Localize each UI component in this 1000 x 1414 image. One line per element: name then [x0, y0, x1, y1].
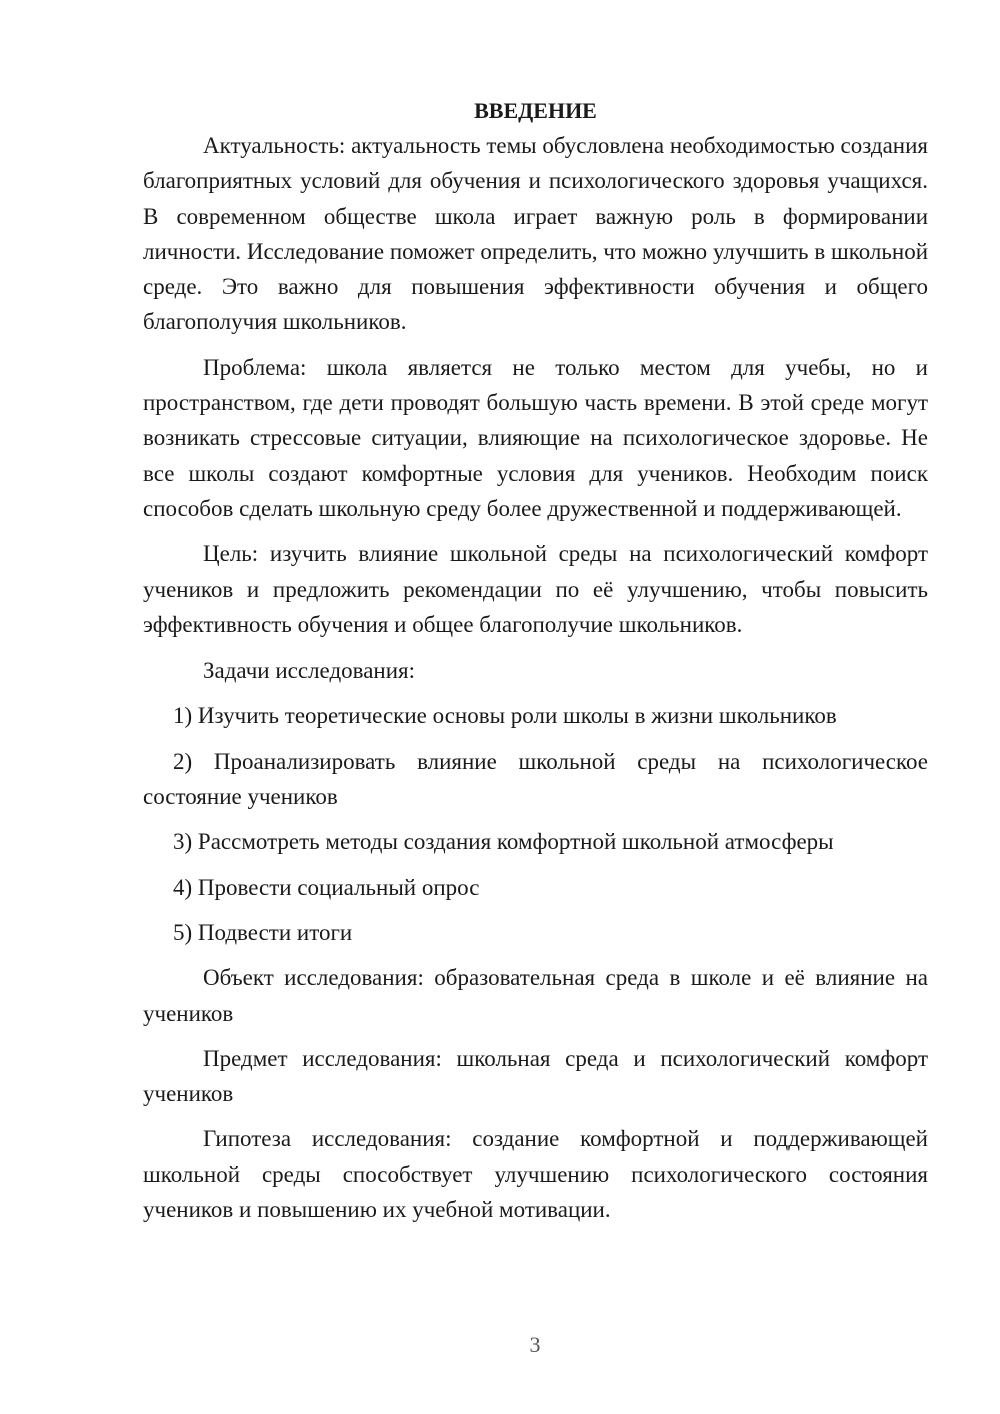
task-item: 3) Рассмотреть методы создания комфортной школьной атмосферы [173, 829, 834, 855]
subject-paragraph: Предмет исследования: школьная среда и психологический комфорт учеников [143, 1045, 928, 1107]
hypothesis-paragraph: Гипотеза исследования: создание комфортной и поддерживающей школьной среды способствует улучшению психологического состояния учеников и повышению их учебной мотивации. [143, 1126, 928, 1223]
document-page [143, 93, 928, 1227]
relevance-paragraph: Актуальность: актуальность темы обусловлена необходимостью создания благоприятных условий для обучения и психологического здоровья учащихся. В современном обществе школа играет важную роль в формировании личности. Исследование поможет определить, что можно улучшить в школьной среде. Это важно для повышения эффективности обучения и общего благополучия школьников. [143, 133, 929, 335]
task-item: 2) Проанализировать влияние школьной среды на психологическое состояние учеников [143, 748, 928, 810]
object-paragraph: Объект исследования: образовательная среда в школе и её влияние на учеников [143, 965, 928, 1026]
task-item: 1) Изучить теоретические основы роли школы в жизни школьников [173, 703, 837, 729]
task-item: 5) Подвести итоги [173, 919, 353, 945]
tasks-heading: Задачи исследования: [203, 658, 416, 684]
section-title: ВВЕДЕНИЕ [474, 98, 597, 123]
goal-paragraph: Цель: изучить влияние школьной среды на психологический комфорт учеников и предложить рекомендации по её улучшению, чтобы повысить эффективность обучения и общее благополучие школьников. [143, 541, 928, 637]
page-number: 3 [529, 1332, 541, 1357]
problem-paragraph: Проблема: школа является не только местом для учебы, но и пространством, где дети проводят большую часть времени. В этой среде могут возникать стрессовые ситуации, влияющие на психологическое здоровье. Не все школы создают комфортные условия для учеников. Необходим поиск способов сделать школьную среду более дружественной и поддерживающей. [143, 354, 928, 521]
tasks-list [143, 698, 928, 950]
task-item: 4) Провести социальный опрос [173, 874, 480, 900]
